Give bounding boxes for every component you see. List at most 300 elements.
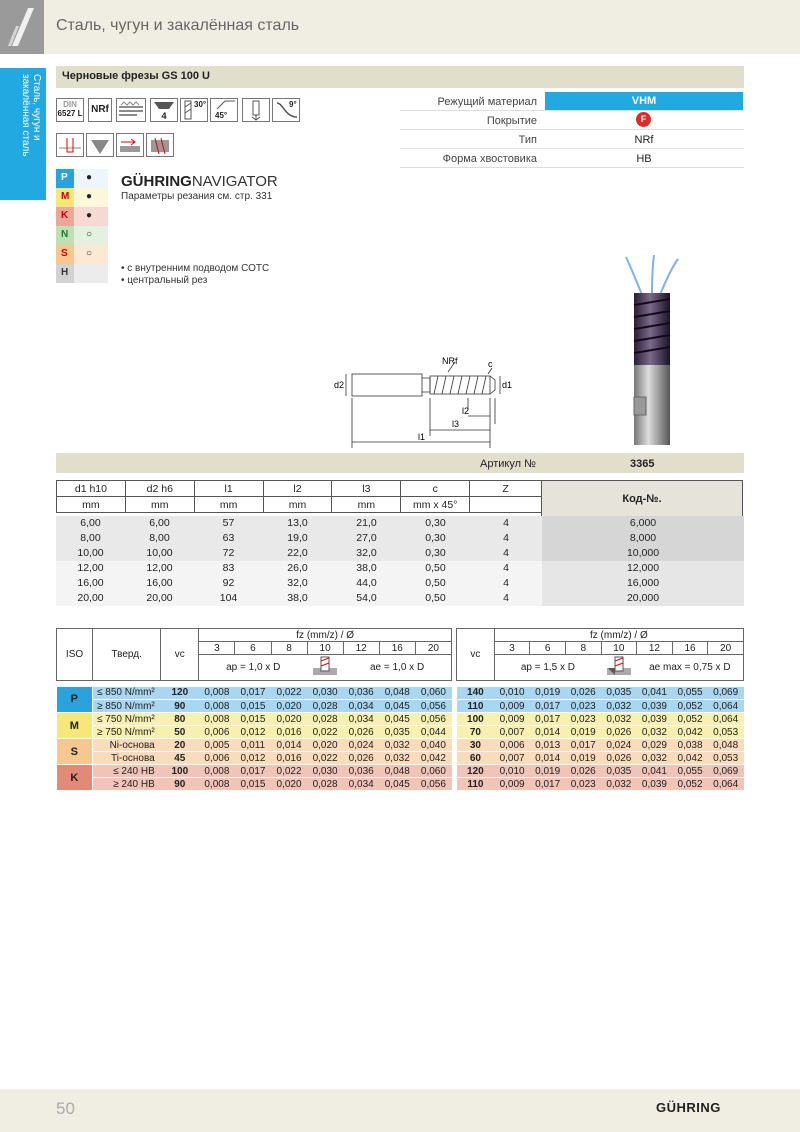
table-row	[457, 765, 744, 778]
fz-value: 0,056	[415, 778, 451, 791]
table-row	[457, 739, 744, 752]
vc-value: 80	[161, 713, 199, 726]
dim-cell: 0,50	[401, 561, 470, 576]
fz-value: 0,020	[271, 713, 307, 726]
fz-value: 0,036	[343, 687, 379, 700]
hardness-value: ≥ 850 N/mm²	[93, 700, 161, 713]
vc-value: 120	[457, 765, 495, 778]
dim-cell: 10,00	[56, 546, 125, 561]
diameter-header: 20	[415, 642, 451, 655]
iso-group-k: K	[57, 765, 93, 791]
fz-value: 0,055	[672, 687, 708, 700]
iso-group-m: M	[57, 713, 93, 739]
plunge-milling-icon	[86, 133, 114, 157]
diameter-row	[457, 642, 744, 655]
fz-value: 0,017	[235, 765, 271, 778]
page-number: 50	[56, 1099, 75, 1118]
product-title: Черновые фрезы GS 100 U	[62, 70, 210, 82]
hardness-value: Ti-основа	[93, 752, 161, 765]
ramp-milling-icon	[146, 133, 174, 157]
diameter-header: 10	[307, 642, 343, 655]
fz-value: 0,024	[601, 739, 637, 752]
dim-cell: 4	[470, 546, 542, 561]
fz-value: 0,026	[601, 752, 637, 765]
feature-center-cut: • центральный рез	[121, 275, 208, 286]
coating-badge: F	[636, 112, 651, 127]
prop-divider	[400, 167, 744, 168]
dim-cell: 32,0	[263, 576, 332, 591]
vc-header: vc	[161, 629, 199, 681]
ae-label: ae = 1,0 x D	[343, 655, 451, 681]
fz-value: 0,034	[343, 778, 379, 791]
dim-cell: 22,0	[263, 546, 332, 561]
dim-cell: 16,00	[125, 576, 194, 591]
drawing-label-l1: l1	[418, 432, 426, 442]
dim-cell: 12,00	[56, 561, 125, 576]
fz-value: 0,017	[565, 739, 601, 752]
material-row-p: P ●	[56, 169, 108, 188]
dim-unit: mm	[57, 497, 126, 513]
ap-label: ap = 1,0 x D	[199, 655, 307, 681]
fz-value: 0,009	[494, 700, 530, 713]
table-row	[56, 561, 744, 576]
tool-photo	[612, 255, 692, 455]
diameter-header: 10	[601, 642, 637, 655]
fz-value: 0,032	[601, 713, 637, 726]
vc-value: 30	[457, 739, 495, 752]
fz-value: 0,013	[530, 739, 566, 752]
drawing-label-d2: d2	[334, 380, 345, 390]
side-tab-label: Сталь, чугун и закалённая сталь	[20, 74, 42, 157]
fz-value: 0,069	[708, 687, 744, 700]
dim-header-d2: d2 h6	[125, 481, 194, 497]
fz-value: 0,048	[379, 765, 415, 778]
article-label: Артикул №	[480, 458, 536, 470]
fz-value: 0,035	[601, 765, 637, 778]
dim-header-l3: l3	[332, 481, 401, 497]
prop-label-coating: Покрытие	[486, 115, 537, 127]
fz-value: 0,048	[708, 739, 744, 752]
fz-value: 0,020	[271, 778, 307, 791]
fz-value: 0,036	[343, 765, 379, 778]
dim-cell: 6,00	[56, 516, 125, 531]
tool-drawing	[330, 352, 530, 452]
vc-header: vc	[457, 629, 495, 681]
footer-logo: GÜHRING	[656, 1100, 721, 1115]
fz-value: 0,015	[235, 713, 271, 726]
fz-value: 0,045	[379, 778, 415, 791]
prop-label-shank: Форма хвостовика	[442, 153, 537, 165]
vc-value: 110	[457, 700, 495, 713]
fz-value: 0,035	[601, 687, 637, 700]
dim-unit: mm x 45°	[401, 497, 470, 513]
fz-value: 0,009	[494, 713, 530, 726]
fz-header: fz (mm/z) / Ø	[494, 629, 743, 642]
cutting-table-left	[56, 628, 452, 791]
diameter-header: 3	[494, 642, 530, 655]
iso-group-s: S	[57, 739, 93, 765]
flutes-icon: 4	[150, 98, 178, 122]
dim-header-d1: d1 h10	[57, 481, 126, 497]
dimension-table	[56, 480, 542, 513]
dim-cell: 57	[194, 516, 263, 531]
table-row	[56, 591, 744, 606]
diameter-header: 16	[672, 642, 708, 655]
vc-value: 100	[161, 765, 199, 778]
fz-value: 0,039	[637, 713, 673, 726]
diameter-header: 3	[199, 642, 235, 655]
dim-cell: 10,00	[125, 546, 194, 561]
dim-cell: 0,50	[401, 591, 470, 606]
fz-value: 0,048	[379, 687, 415, 700]
fz-value: 0,044	[415, 726, 451, 739]
fz-value: 0,023	[565, 713, 601, 726]
vc-value: 45	[161, 752, 199, 765]
dim-cell: 92	[194, 576, 263, 591]
fz-value: 0,005	[199, 739, 235, 752]
dim-cell: 20,00	[56, 591, 125, 606]
profile-angle-icon: 9°	[272, 98, 300, 122]
fz-value: 0,014	[530, 752, 566, 765]
diameter-header: 20	[708, 642, 744, 655]
fz-value: 0,026	[601, 726, 637, 739]
fz-value: 0,008	[199, 687, 235, 700]
iso-header: ISO	[57, 629, 93, 681]
fz-value: 0,026	[343, 752, 379, 765]
drawing-label-l3: l3	[452, 419, 460, 429]
table-row	[57, 778, 452, 791]
fz-value: 0,017	[235, 687, 271, 700]
dim-cell: 0,50	[401, 576, 470, 591]
cut-table-left	[56, 628, 452, 791]
dim-cell: 83	[194, 561, 263, 576]
dim-cell: 0,30	[401, 531, 470, 546]
diameter-header: 12	[343, 642, 379, 655]
dim-cell: 104	[194, 591, 263, 606]
diameter-header: 6	[530, 642, 566, 655]
table-row	[56, 516, 744, 531]
fz-value: 0,041	[637, 765, 673, 778]
fz-value: 0,010	[494, 765, 530, 778]
code-number: 6,000	[542, 516, 744, 531]
table-row	[57, 752, 452, 765]
fz-value: 0,035	[379, 726, 415, 739]
helix-angle-icon: 30°	[180, 98, 208, 122]
hardness-value: ≤ 750 N/mm²	[93, 713, 161, 726]
vc-value: 100	[457, 713, 495, 726]
fz-value: 0,064	[708, 700, 744, 713]
diameter-header: 8	[271, 642, 307, 655]
dim-cell: 12,00	[125, 561, 194, 576]
table-row	[457, 726, 744, 739]
dim-cell: 44,0	[332, 576, 401, 591]
prop-divider	[400, 110, 744, 111]
fz-value: 0,064	[708, 713, 744, 726]
cutter-profile-icon	[116, 98, 146, 122]
hardness-value: Ni-основа	[93, 739, 161, 752]
vc-value: 60	[457, 752, 495, 765]
dim-cell: 21,0	[332, 516, 401, 531]
nrf-icon: NRf	[88, 98, 112, 122]
fz-value: 0,032	[379, 739, 415, 752]
fz-value: 0,007	[494, 726, 530, 739]
vc-value: 20	[161, 739, 199, 752]
table-row	[56, 546, 744, 561]
fz-value: 0,060	[415, 765, 451, 778]
vc-value: 120	[161, 687, 199, 700]
side-milling-icon	[116, 133, 144, 157]
dim-cell: 4	[470, 516, 542, 531]
dim-cell: 26,0	[263, 561, 332, 576]
fz-value: 0,015	[235, 778, 271, 791]
fz-value: 0,053	[708, 752, 744, 765]
cut-table-right	[456, 628, 744, 791]
fz-value: 0,006	[494, 739, 530, 752]
hardness-value: ≥ 240 HB	[93, 778, 161, 791]
dim-units-row	[57, 497, 542, 513]
fz-value: 0,011	[235, 739, 271, 752]
fz-value: 0,056	[415, 700, 451, 713]
drawing-label-d1: d1	[502, 380, 513, 390]
prop-divider	[400, 129, 744, 130]
diameter-header: 12	[637, 642, 673, 655]
fz-value: 0,012	[235, 726, 271, 739]
dim-header-l2: l2	[263, 481, 332, 497]
chamfer-icon: 45°	[210, 98, 238, 122]
fz-value: 0,064	[708, 778, 744, 791]
fz-value: 0,020	[307, 739, 343, 752]
fz-value: 0,032	[379, 752, 415, 765]
hardness-value: ≤ 850 N/mm²	[93, 687, 161, 700]
fz-value: 0,014	[271, 739, 307, 752]
vc-value: 140	[457, 687, 495, 700]
table-row	[57, 687, 452, 700]
cutting-params-ref: Параметры резания см. стр. 331	[121, 191, 273, 202]
table-row	[56, 531, 744, 546]
vc-value: 90	[161, 778, 199, 791]
dim-cell: 32,0	[332, 546, 401, 561]
dim-cell: 8,00	[56, 531, 125, 546]
fz-value: 0,028	[307, 700, 343, 713]
dim-unit	[470, 497, 542, 513]
fz-value: 0,022	[307, 726, 343, 739]
fz-value: 0,042	[672, 752, 708, 765]
dim-cell: 0,30	[401, 546, 470, 561]
dim-cell: 20,00	[125, 591, 194, 606]
prop-label-material: Режущий материал	[437, 96, 537, 108]
material-row-n: N ○	[56, 226, 108, 245]
code-number: 8,000	[542, 531, 744, 546]
table-row	[457, 713, 744, 726]
dim-cell: 8,00	[125, 531, 194, 546]
section-logo-icon	[6, 6, 38, 48]
fz-value: 0,052	[672, 713, 708, 726]
slot-milling-icon	[56, 133, 84, 157]
fz-value: 0,008	[199, 700, 235, 713]
fz-value: 0,030	[307, 687, 343, 700]
fz-value: 0,034	[343, 700, 379, 713]
fz-value: 0,028	[307, 713, 343, 726]
hardness-value: ≥ 750 N/mm²	[93, 726, 161, 739]
vc-value: 110	[457, 778, 495, 791]
dim-cell: 4	[470, 591, 542, 606]
dim-cell: 4	[470, 561, 542, 576]
fz-value: 0,022	[271, 765, 307, 778]
vc-value: 90	[161, 700, 199, 713]
fz-value: 0,029	[637, 739, 673, 752]
dim-cell: 16,00	[56, 576, 125, 591]
table-row	[457, 752, 744, 765]
fz-value: 0,008	[199, 778, 235, 791]
diameter-header: 8	[565, 642, 601, 655]
code-number: 16,000	[542, 576, 744, 591]
fz-value: 0,026	[565, 765, 601, 778]
table-row	[57, 765, 452, 778]
fz-value: 0,009	[494, 778, 530, 791]
fz-value: 0,055	[672, 765, 708, 778]
guhring-navigator-logo: GÜHRINGNAVIGATOR	[121, 173, 278, 190]
fz-value: 0,026	[565, 687, 601, 700]
material-row-s: S ○	[56, 245, 108, 264]
dim-cell: 27,0	[332, 531, 401, 546]
cutting-table-right	[456, 628, 744, 791]
table-row	[57, 713, 452, 726]
feature-coolant: • с внутренним подводом СОТС	[121, 263, 270, 274]
fz-value: 0,039	[637, 778, 673, 791]
engagement-icon	[307, 655, 343, 681]
fz-value: 0,045	[379, 700, 415, 713]
fz-value: 0,008	[199, 713, 235, 726]
dim-header-c: c	[401, 481, 470, 497]
fz-value: 0,038	[672, 739, 708, 752]
fz-value: 0,012	[235, 752, 271, 765]
drawing-label-c: c	[488, 359, 493, 369]
dim-unit: mm	[194, 497, 263, 513]
fz-value: 0,039	[637, 700, 673, 713]
fz-value: 0,008	[199, 765, 235, 778]
section-logo	[0, 0, 44, 54]
fz-value: 0,042	[672, 726, 708, 739]
table-row	[57, 739, 452, 752]
fz-value: 0,060	[415, 687, 451, 700]
fz-value: 0,015	[235, 700, 271, 713]
dim-cell: 72	[194, 546, 263, 561]
ap-label: ap = 1,5 x D	[494, 655, 601, 681]
fz-value: 0,032	[637, 726, 673, 739]
fz-value: 0,019	[530, 765, 566, 778]
cut-header-row	[457, 629, 744, 642]
fz-value: 0,023	[565, 778, 601, 791]
fz-value: 0,017	[530, 778, 566, 791]
dim-unit: mm	[263, 497, 332, 513]
table-row	[57, 726, 452, 739]
diameter-header: 16	[379, 642, 415, 655]
drawing-label-nrf: NRf	[442, 356, 458, 366]
fz-value: 0,034	[343, 713, 379, 726]
fz-value: 0,040	[415, 739, 451, 752]
fz-value: 0,017	[530, 700, 566, 713]
fz-value: 0,016	[271, 726, 307, 739]
hardness-value: ≤ 240 HB	[93, 765, 161, 778]
fz-value: 0,014	[530, 726, 566, 739]
fz-value: 0,023	[565, 700, 601, 713]
vc-value: 50	[161, 726, 199, 739]
code-header: Код-№.	[541, 480, 743, 517]
fz-value: 0,052	[672, 778, 708, 791]
fz-value: 0,032	[601, 700, 637, 713]
fz-value: 0,041	[637, 687, 673, 700]
prop-label-type: Тип	[518, 134, 537, 146]
din-icon: DIN 6527 L	[56, 98, 84, 122]
dim-unit: mm	[125, 497, 194, 513]
hardness-header: Тверд.	[93, 629, 161, 681]
material-row-m: M ●	[56, 188, 108, 207]
fz-value: 0,006	[199, 752, 235, 765]
dim-header-z: Z	[470, 481, 542, 497]
code-number: 20,000	[542, 591, 744, 606]
fz-value: 0,042	[415, 752, 451, 765]
material-row-k: K ●	[56, 207, 108, 226]
fz-value: 0,020	[271, 700, 307, 713]
fz-header: fz (mm/z) / Ø	[199, 629, 452, 642]
fz-value: 0,019	[565, 726, 601, 739]
dim-cell: 63	[194, 531, 263, 546]
fz-value: 0,032	[637, 752, 673, 765]
internal-coolant-icon	[242, 98, 270, 122]
fz-value: 0,019	[565, 752, 601, 765]
fz-value: 0,022	[307, 752, 343, 765]
fz-value: 0,024	[343, 739, 379, 752]
dim-cell: 6,00	[125, 516, 194, 531]
dim-header-row	[57, 481, 542, 497]
engagement-icon	[601, 655, 637, 681]
fz-value: 0,045	[379, 713, 415, 726]
vc-value: 70	[457, 726, 495, 739]
prop-value-material: VHM	[631, 95, 657, 107]
dim-cell: 19,0	[263, 531, 332, 546]
page-title: Сталь, чугун и закалённая сталь	[56, 17, 300, 34]
ae-label: ae max = 0,75 x D	[637, 655, 744, 681]
prop-value-type: NRf	[634, 134, 654, 146]
fz-value: 0,026	[343, 726, 379, 739]
fz-value: 0,052	[672, 700, 708, 713]
fz-value: 0,010	[494, 687, 530, 700]
fz-value: 0,017	[530, 713, 566, 726]
fz-value: 0,032	[601, 778, 637, 791]
prop-divider	[400, 148, 744, 149]
material-row-h: H	[56, 264, 108, 283]
fz-value: 0,053	[708, 726, 744, 739]
table-row	[457, 687, 744, 700]
article-number: 3365	[630, 458, 655, 470]
dim-cell: 4	[470, 531, 542, 546]
dim-header-l1: l1	[194, 481, 263, 497]
table-row	[56, 576, 744, 591]
dim-cell: 0,30	[401, 516, 470, 531]
fz-value: 0,028	[307, 778, 343, 791]
dim-unit: mm	[332, 497, 401, 513]
fz-value: 0,030	[307, 765, 343, 778]
dim-cell: 13,0	[263, 516, 332, 531]
dim-cell: 38,0	[263, 591, 332, 606]
fz-value: 0,007	[494, 752, 530, 765]
dim-cell: 4	[470, 576, 542, 591]
diameter-header: 6	[235, 642, 271, 655]
fz-value: 0,016	[271, 752, 307, 765]
dim-cell: 54,0	[332, 591, 401, 606]
iso-group-p: P	[57, 687, 93, 713]
fz-value: 0,022	[271, 687, 307, 700]
